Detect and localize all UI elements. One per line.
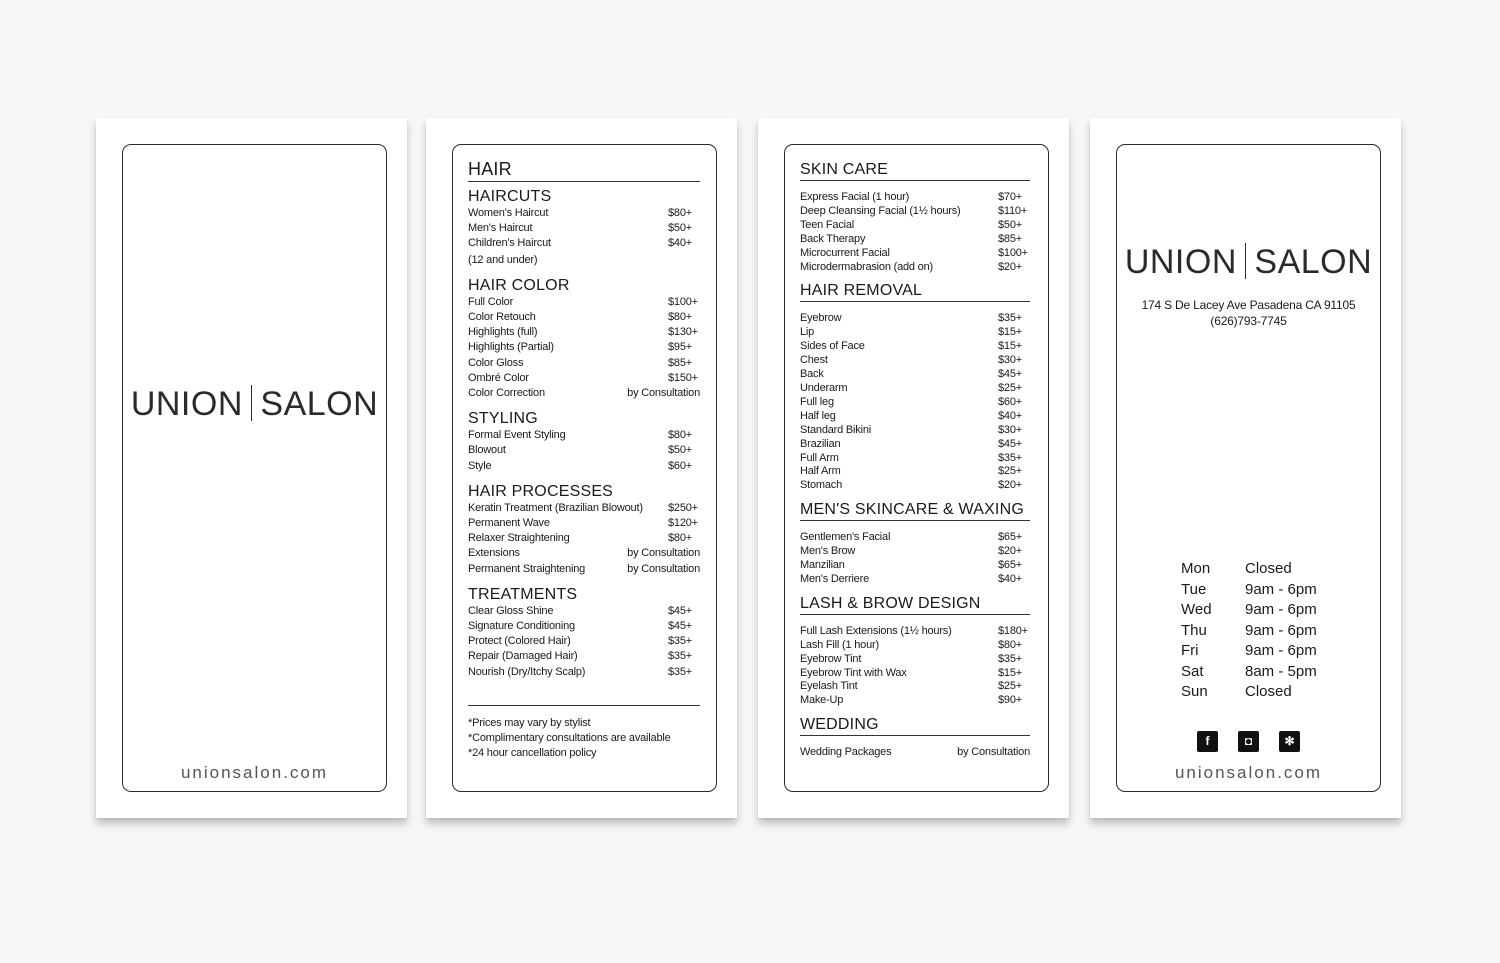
menu-row: Permanent Straightening by Consultation — [468, 562, 700, 575]
section-haircuts — [468, 188, 700, 268]
hours-row: Wed 9am - 6pm — [1181, 601, 1317, 618]
social-links — [1117, 731, 1380, 752]
address: 174 S De Lacey Ave Pasadena CA 91105 — [1141, 298, 1356, 312]
menu-row: Eyebrow Tint with Wax $15+ — [800, 666, 1022, 679]
menu-row: Extensions by Consultation — [468, 547, 700, 560]
card-front — [96, 118, 407, 818]
menu-row: Protect (Colored Hair) $35+ — [468, 635, 692, 648]
menu-row: Full leg $60+ — [800, 395, 1022, 408]
section-title: HAIR PROCESSES — [468, 482, 614, 500]
section-hair-processes — [468, 483, 700, 577]
hair-heading: HAIR — [468, 159, 700, 182]
menu-row: Nourish (Dry/Itchy Scalp) $35+ — [468, 665, 692, 678]
menu-row: Back $45+ — [800, 368, 1022, 381]
card-back — [1090, 118, 1401, 818]
menu-row: Formal Event Styling $80+ — [468, 429, 692, 442]
menu-row: Men's Brow $20+ — [800, 545, 1022, 558]
section-title: SKIN CARE — [800, 161, 1030, 181]
menu-row: Sides of Face $15+ — [800, 340, 1022, 353]
section-title: MEN'S SKINCARE & WAXING — [800, 501, 1030, 521]
logo-divider — [251, 385, 253, 421]
section-title: HAIR REMOVAL — [800, 282, 1030, 302]
menu-row: Standard Bikini $30+ — [800, 423, 1022, 436]
section-title: HAIRCUTS — [468, 188, 552, 205]
menu-row: Highlights (Partial) $95+ — [468, 341, 692, 354]
logo-right: SALON — [260, 385, 379, 423]
menu-row: Half leg $40+ — [800, 409, 1022, 422]
menu-row: Teen Facial $50+ — [800, 218, 1022, 231]
hours-row: Sun Closed — [1181, 683, 1292, 700]
menu-row: Eyelash Tint $25+ — [800, 680, 1022, 693]
section-title: TREATMENTS — [468, 585, 578, 603]
menu-row: Microdermabrasion (add on) $20+ — [800, 260, 1022, 273]
section-hair-color — [468, 277, 700, 401]
logo — [123, 385, 386, 424]
menu-row: Signature Conditioning $45+ — [468, 620, 692, 633]
hours-row: Sat 8am - 5pm — [1181, 662, 1317, 680]
menu-row: Express Facial (1 hour) $70+ — [800, 191, 1022, 203]
phone: (626)793-7745 — [1210, 314, 1287, 328]
menu-row: Lip $15+ — [800, 326, 1022, 339]
menu-row: Women's Haircut $80+ — [468, 207, 692, 219]
menu-row: Relaxer Straightening $80+ — [468, 532, 692, 545]
hours-table — [1181, 559, 1317, 703]
menu-row: Eyebrow $35+ — [800, 312, 1022, 325]
menu-row: Deep Cleansing Facial (1½ hours) $110+ — [800, 204, 1028, 217]
menu-row: Full Lash Extensions (1½ hours) $180+ — [800, 624, 1028, 637]
menu-row: Eyebrow Tint $35+ — [800, 652, 1022, 665]
hours-row: Thu 9am - 6pm — [1181, 621, 1317, 639]
menu-row: Color Retouch $80+ — [468, 311, 692, 324]
website: unionsalon.com — [1174, 763, 1323, 782]
section-treatments — [468, 586, 700, 680]
footnote: *24 hour cancellation policy — [468, 747, 597, 760]
section-title: LASH & BROW DESIGN — [800, 595, 1030, 615]
menu-row: Back Therapy $85+ — [800, 232, 1022, 245]
card-front-border — [122, 144, 387, 792]
menu-row: Make-Up $90+ — [800, 694, 1022, 707]
hours-row: Fri 9am - 6pm — [1181, 642, 1317, 659]
menu-row: Color Correction by Consultation — [468, 387, 700, 400]
footnote-divider — [468, 705, 700, 706]
menu-row: Underarm $25+ — [800, 381, 1022, 394]
card-hair — [426, 118, 737, 818]
logo-divider — [1245, 243, 1247, 279]
menu-row: Gentlemen's Facial $65+ — [800, 531, 1022, 544]
menu-row: Wedding Packages by Consultation — [800, 746, 1030, 759]
menu-row: Permanent Wave $120+ — [468, 517, 698, 530]
menu-row: Half Arm $25+ — [800, 465, 1022, 478]
logo-left: UNION — [1124, 243, 1237, 281]
section-title: STYLING — [468, 410, 538, 428]
menu-row: Manzilian $65+ — [800, 559, 1022, 572]
hours-row: Mon Closed — [1181, 560, 1292, 577]
menu-row: Men's Haircut $50+ — [468, 222, 692, 235]
logo-left: UNION — [130, 385, 243, 423]
skin-panel — [800, 161, 1030, 760]
logo-right: SALON — [1254, 243, 1373, 281]
menu-row: Lash Fill (1 hour) $80+ — [800, 638, 1022, 651]
menu-row: Clear Gloss Shine $45+ — [468, 604, 692, 617]
menu-row: Blowout $50+ — [468, 444, 692, 457]
menu-row: Brazilian $45+ — [800, 437, 1022, 450]
footnote: *Prices may vary by stylist — [468, 716, 591, 729]
website: unionsalon.com — [180, 763, 329, 782]
menu-row: Chest $30+ — [800, 354, 1022, 367]
address-block — [1117, 297, 1380, 329]
facebook-icon[interactable]: f — [1197, 731, 1218, 752]
footnote: *Complimentary consultations are available — [468, 732, 671, 745]
section-title: WEDDING — [800, 716, 1030, 736]
card-back-border — [1116, 144, 1381, 792]
instagram-icon[interactable]: ◘ — [1238, 731, 1259, 752]
section-title: HAIR COLOR — [468, 276, 570, 294]
menu-row: Ombré Color $150+ — [468, 371, 698, 384]
menu-row: Keratin Treatment (Brazilian Blowout) $250+ — [468, 501, 698, 514]
card-hair-border — [452, 144, 717, 792]
menu-row: Style $60+ — [468, 459, 692, 472]
hair-panel — [468, 159, 700, 761]
hours-row: Tue 9am - 6pm — [1181, 580, 1317, 598]
menu-row: Repair (Damaged Hair) $35+ — [468, 650, 692, 663]
menu-row: Full Color $100+ — [468, 295, 698, 308]
menu-row: Color Gloss $85+ — [468, 356, 692, 369]
menu-row: Highlights (full) $130+ — [468, 326, 698, 339]
card-skin — [758, 118, 1069, 818]
yelp-icon[interactable]: ✻ — [1279, 731, 1300, 752]
menu-row: Children's Haircut $40+ — [468, 237, 692, 250]
menu-row: (12 and under) — [468, 253, 538, 266]
menu-row: Men's Derriere $40+ — [800, 572, 1022, 585]
menu-row: Stomach $20+ — [800, 479, 1022, 492]
menu-row: Full Arm $35+ — [800, 451, 1022, 464]
card-skin-border — [784, 144, 1049, 792]
logo — [1117, 243, 1380, 282]
section-styling — [468, 410, 700, 474]
menu-row: Microcurrent Facial $100+ — [800, 246, 1028, 259]
